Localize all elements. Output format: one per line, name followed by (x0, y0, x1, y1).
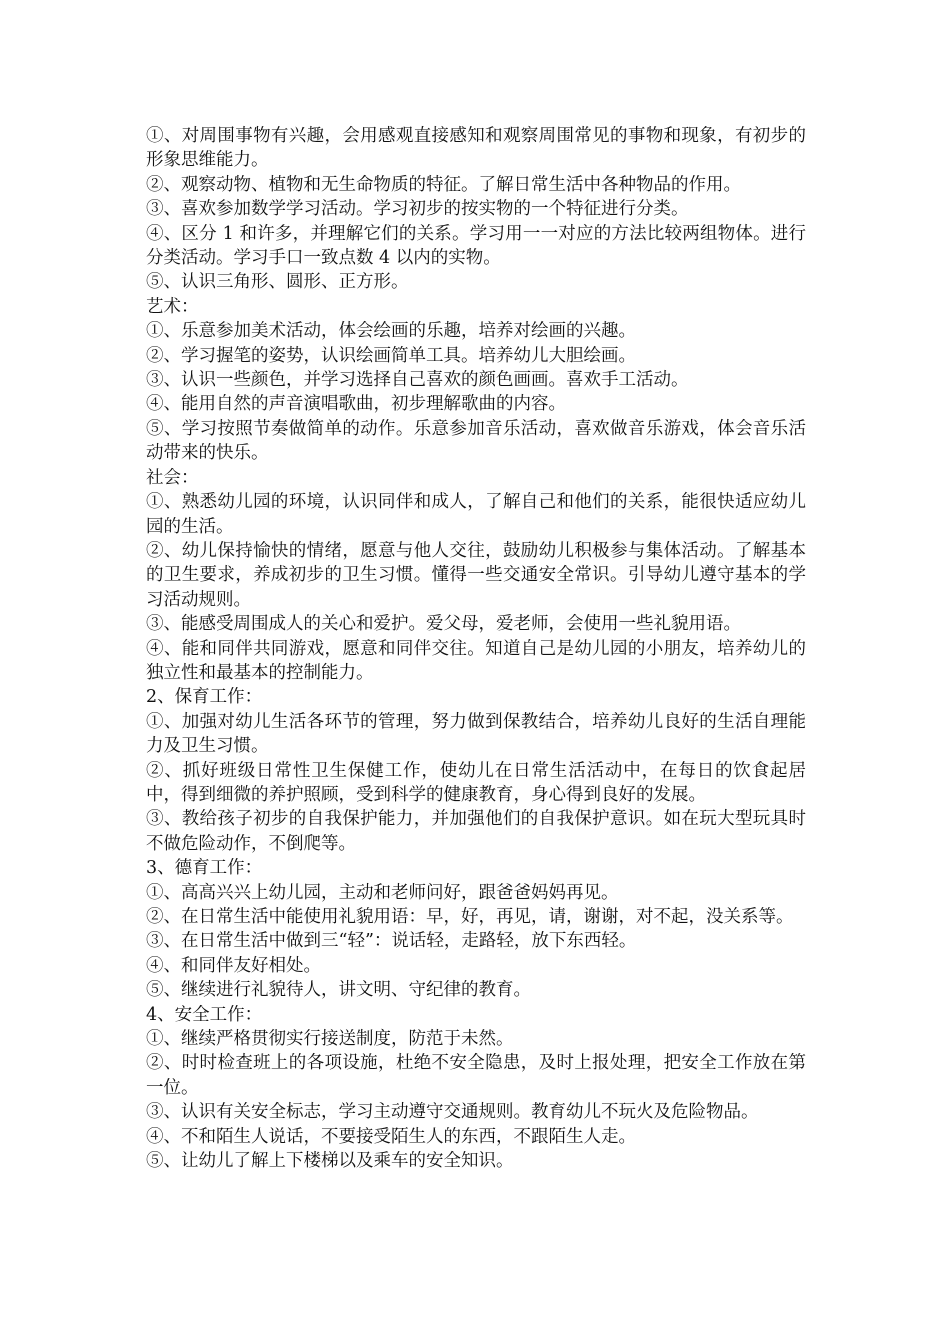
paragraph: ③、能感受周围成人的关心和爱护。爱父母，爱老师，会使用一些礼貌用语。 (146, 614, 741, 635)
paragraph: ①、乐意参加美术活动，体会绘画的乐趣，培养对绘画的兴趣。 (146, 321, 636, 342)
paragraph: ①、对周围事物有兴趣，会用感观直接感知和观察周围常见的事物和现象，有初步的形象思维能力。 (146, 126, 806, 171)
paragraph: ②、抓好班级日常性卫生保健工作，使幼儿在日常生活活动中，在每日的饮食起居中，得到细微的养护照顾，受到科学的健康教育，身心得到良好的发展。 (146, 760, 806, 805)
section-heading: 2、保育工作： (146, 687, 263, 708)
paragraph: ②、在日常生活中能使用礼貌用语：早，好，再见，请，谢谢，对不起，没关系等。 (146, 907, 794, 927)
paragraph: ①、加强对幼儿生活各环节的管理，努力做到保教结合，培养幼儿良好的生活自理能力及卫生习惯。 (146, 711, 806, 757)
paragraph: ③、认识有关安全标志，学习主动遵守交通规则。教育幼儿不玩火及危险物品。 (146, 1102, 759, 1123)
paragraph: ②、观察动物、植物和无生命物质的特征。了解日常生活中各种物品的作用。 (146, 174, 741, 195)
paragraph: ③、认识一些颜色，并学习选择自己喜欢的颜色画画。喜欢手工活动。 (146, 370, 689, 391)
paragraph: ②、学习握笔的姿势，认识绘画简单工具。培养幼儿大胆绘画。 (146, 345, 636, 366)
section-heading: 社会： (146, 467, 199, 488)
section-heading: 艺术： (146, 296, 199, 317)
paragraph: ③、喜欢参加数学学习活动。学习初步的按实物的一个特征进行分类。 (146, 199, 689, 220)
paragraph: ⑤、学习按照节奏做简单的动作。乐意参加音乐活动，喜欢做音乐游戏，体会音乐活动带来的快乐。 (146, 418, 806, 464)
paragraph: ④、能和同伴共同游戏，愿意和同伴交往。知道自己是幼儿园的小朋友，培养幼儿的独立性和最基本的控制能力。 (146, 638, 806, 683)
paragraph: ①、熟悉幼儿园的环境，认识同伴和成人，了解自己和他们的关系，能很快适应幼儿园的生活。 (146, 492, 806, 537)
paragraph: ③、在日常生活中做到三“轻”：说话轻，走路轻，放下东西轻。 (146, 931, 637, 952)
paragraph: ①、高高兴兴上幼儿园，主动和老师问好，跟爸爸妈妈再见。 (146, 882, 619, 903)
paragraph: ②、幼儿保持愉快的情绪，愿意与他人交往，鼓励幼儿积极参与集体活动。了解基本的卫生要求，养成初步的卫生习惯。懂得一些交通安全常识。引导幼儿遵守基本的学习活动规则。 (146, 540, 806, 610)
paragraph: ①、继续严格贯彻实行接送制度，防范于未然。 (146, 1029, 514, 1050)
paragraph: ③、教给孩子初步的自我保护能力，并加强他们的自我保护意识。如在玩大型玩具时不做危险动作，不倒爬等。 (146, 809, 806, 854)
document-body (146, 124, 806, 1173)
section-heading: 4、安全工作： (146, 1004, 263, 1025)
section-heading: 3、德育工作： (146, 858, 263, 879)
paragraph: ⑤、继续进行礼貌待人，讲文明、守纪律的教育。 (146, 980, 531, 1001)
paragraph: ④、和同伴友好相处。 (146, 955, 321, 976)
paragraph: ⑤、让幼儿了解上下楼梯以及乘车的安全知识。 (146, 1151, 514, 1172)
paragraph: ④、能用自然的声音演唱歌曲，初步理解歌曲的内容。 (146, 394, 566, 415)
paragraph: ②、时时检查班上的各项设施，杜绝不安全隐患，及时上报处理，把安全工作放在第一位。 (146, 1053, 806, 1098)
paragraph: ⑤、认识三角形、圆形、正方形。 (146, 272, 409, 293)
paragraph: ④、区分 1 和许多，并理解它们的关系。学习用一一对应的方法比较两组物体。进行分类活动。学习手口一致点数 4 以内的实物。 (146, 223, 806, 269)
paragraph: ④、不和陌生人说话，不要接受陌生人的东西，不跟陌生人走。 (146, 1126, 636, 1147)
